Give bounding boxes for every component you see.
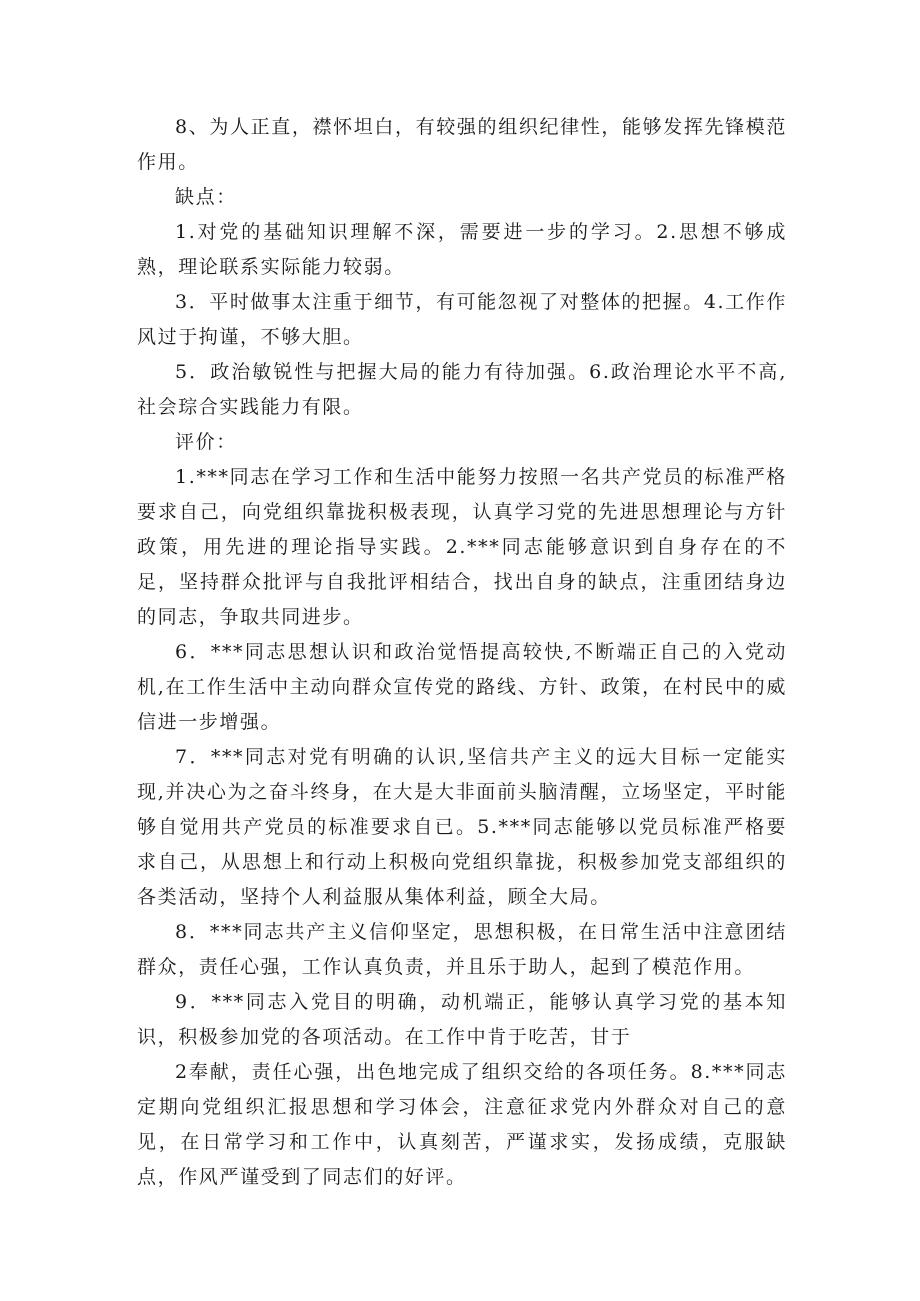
- paragraph-evaluation-1-2: 1.***同志在学习工作和生活中能努力按照一名共产党员的标准严格要求自己，向党组织靠拢积极表现，认真学习党的先进思想理论与方针政策，用先进的理论指导实践。2.***同志能够意识到自身存在的不足，坚持群众批评与自我批评相结合，找出自身的缺点，注重团结身边的同志，争取共同进步。: [137, 466, 787, 628]
- paragraph-evaluation-7-5: 7．***同志对党有明确的认识,坚信共产主义的远大目标一定能实现,并决心为之奋斗终身，在大是大非面前头脑清醒，立场坚定，平时能够自觉用共产党员的标准要求自已。5.***同志能够以党员标准严格要求自己，从思想上和行动上积极向党组织靠拢，积极参加党支部组织的各类活动，坚持个人利益服从集体利益，顾全大局。: [137, 746, 787, 908]
- paragraph-evaluation-9: 9．***同志入党目的明确，动机端正，能够认真学习党的基本知识，积极参加党的各项活动。在工作中肯于吃苦，甘于: [137, 991, 787, 1048]
- paragraph-virtue-8: 8、为人正直，襟怀坦白，有较强的组织纪律性，能够发挥先锋模范作用。: [137, 116, 787, 173]
- document-body: [137, 110, 787, 1195]
- paragraph-shortcomings-5-6: 5．政治敏锐性与把握大局的能力有待加强。6.政治理论水平不高,社会琮合实践能力有限。: [137, 361, 787, 418]
- heading-shortcomings: 缺点：: [175, 186, 237, 208]
- heading-evaluation: 评价：: [175, 431, 237, 453]
- paragraph-evaluation-2-8: 2奉献，责任心强，出色地完成了组织交给的各项任务。8.***同志定期向党组织汇报思想和学习体会，注意征求党内外群众对自己的意见，在日常学习和工作中，认真刻苦，严谨求实，发扬成绩，克服缺点，作风严谨受到了同志们的好评。: [137, 1061, 787, 1188]
- paragraph-shortcomings-3-4: 3．平时做事太注重于细节，有可能忽视了对整体的把握。4.工作作风过于拘谨，不够大胆。: [137, 291, 787, 348]
- paragraph-evaluation-6: 6．***同志思想认识和政治觉悟提高较快,不断端正自己的入党动机,在工作生活中主动向群众宣传党的路线、方针、政策，在村民中的威信进一步增强。: [137, 641, 787, 733]
- paragraph-shortcomings-1-2: 1.对党的基础知识理解不深，需要进一步的学习。2.思想不够成熟，理论联系实际能力较弱。: [137, 221, 787, 278]
- paragraph-evaluation-8: 8．***同志共产主义信仰坚定，思想积极，在日常生活中注意团结群众，责任心强，工作认真负责，并且乐于助人，起到了模范作用。: [137, 921, 787, 978]
